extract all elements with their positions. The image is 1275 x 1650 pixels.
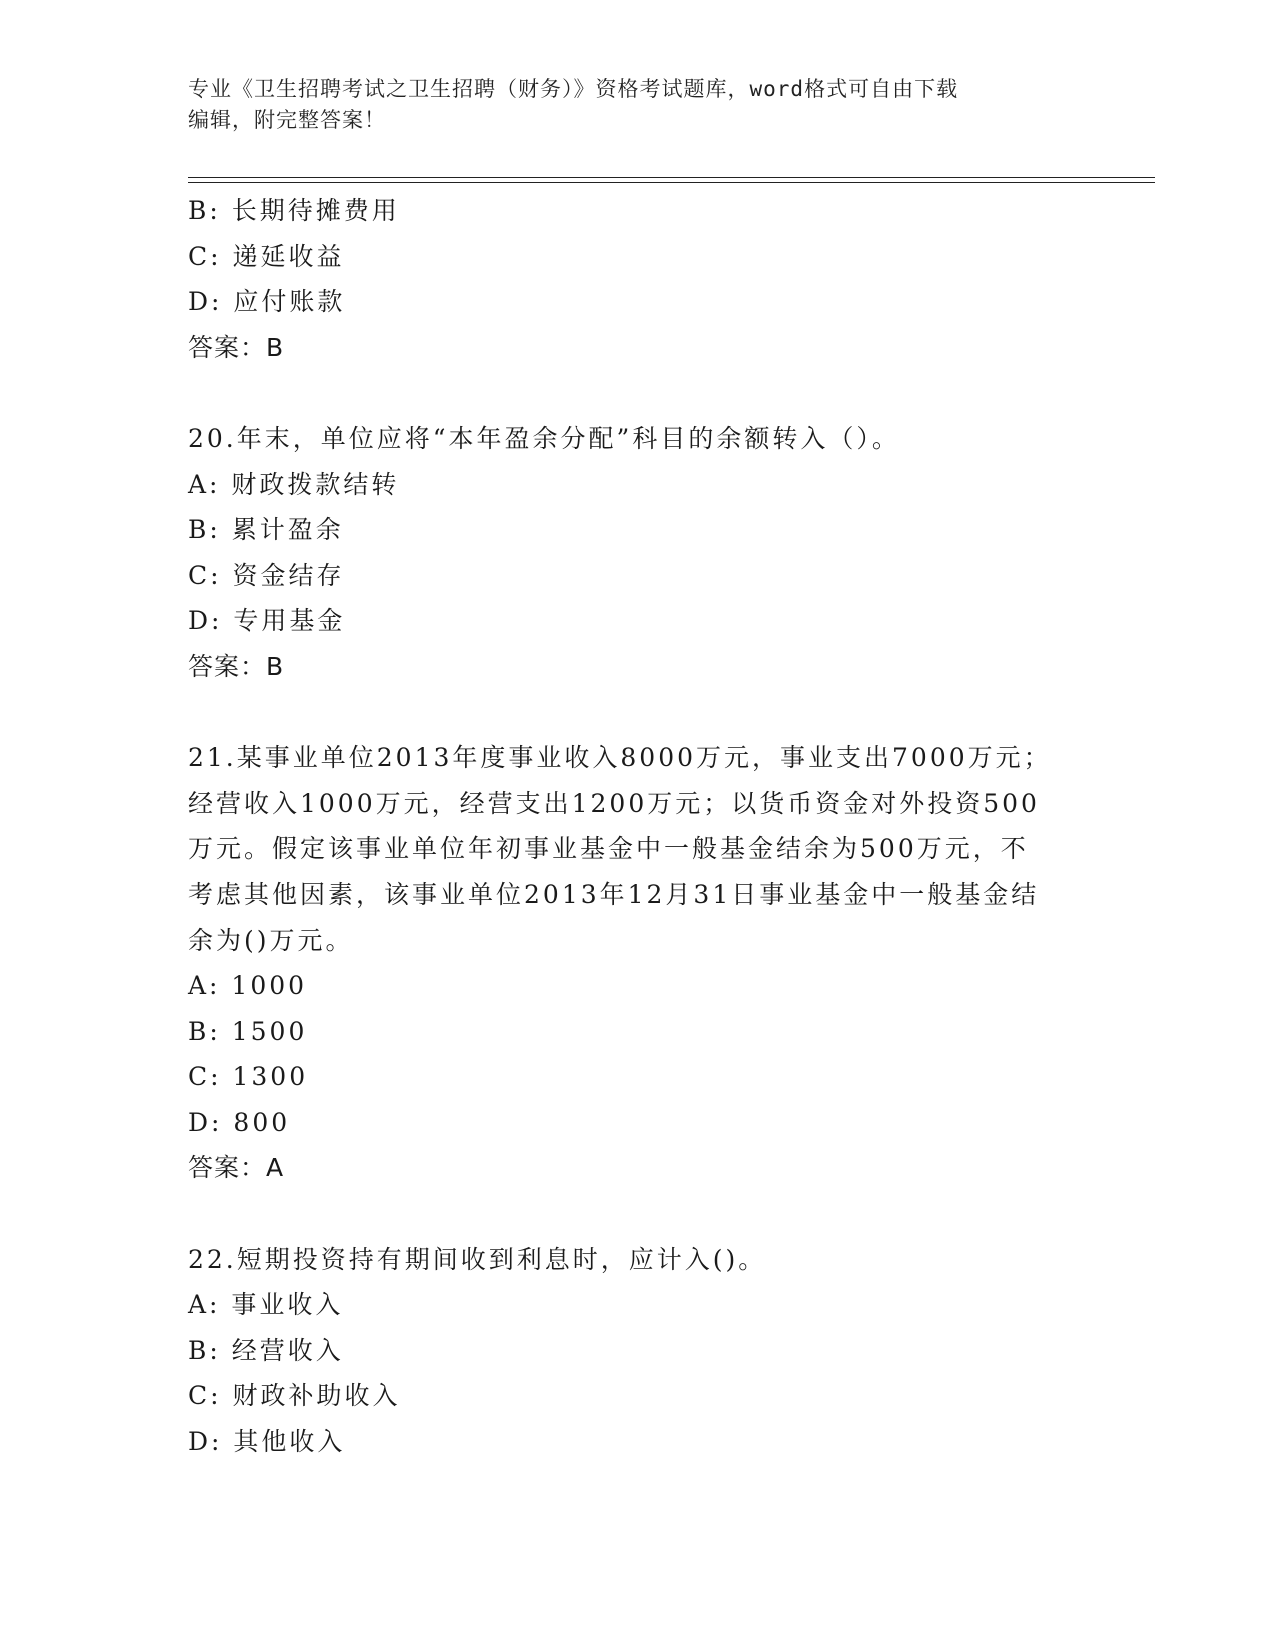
spacer (188, 370, 1088, 416)
answer-line: 答案：A (188, 1153, 285, 1183)
question-stem-line: 经营收入1000万元，经营支出1200万元；以货币资金对外投资500 (188, 788, 1040, 818)
option-c: C: 财政补助收入 (188, 1381, 401, 1411)
option-b: B: 累计盈余 (188, 515, 344, 545)
question-stem: 20.年末，单位应将“本年盈余分配”科目的余额转入（）。 (188, 423, 900, 453)
header-divider-bottom (188, 182, 1155, 183)
spacer (188, 690, 1088, 736)
question-stem-line: 万元。假定该事业单位年初事业基金中一般基金结余为500万元，不 (188, 834, 1029, 864)
question-stem-line: 考虑其他因素，该事业单位2013年12月31日事业基金中一般基金结 (188, 879, 1040, 909)
option-c: C: 资金结存 (188, 560, 345, 590)
header-line-1: 专业《卫生招聘考试之卫生招聘（财务）》资格考试题库，word格式可自由下载 (188, 77, 959, 101)
option-d: D: 专用基金 (188, 606, 346, 636)
document-header (188, 74, 1088, 136)
option-c: C: 1300 (188, 1062, 309, 1092)
option-d: D: 其他收入 (188, 1427, 346, 1457)
option-a: A: 事业收入 (188, 1290, 344, 1320)
header-line-2: 编辑，附完整答案！ (188, 108, 386, 132)
question-stem-line: 21.某事业单位2013年度事业收入8000万元，事业支出7000万元； (188, 743, 1052, 773)
option-a: A: 1000 (188, 971, 308, 1001)
question-content (188, 188, 1088, 1465)
header-divider-top (188, 177, 1155, 178)
option-c: C: 递延收益 (188, 241, 345, 271)
option-b: B: 1500 (188, 1016, 308, 1046)
question-stem: 22.短期投资持有期间收到利息时，应计入()。 (188, 1244, 767, 1274)
answer-line: 答案：B (188, 651, 285, 681)
option-d: D: 应付账款 (188, 287, 346, 317)
option-b: B: 长期待摊费用 (188, 196, 400, 225)
spacer (188, 1191, 1088, 1237)
option-a: A: 财政拨款结转 (188, 469, 400, 499)
answer-line: 答案：B (188, 332, 285, 362)
option-d: D: 800 (188, 1107, 291, 1137)
question-stem-line: 余为()万元。 (188, 925, 354, 955)
option-b: B: 经营收入 (188, 1335, 344, 1365)
